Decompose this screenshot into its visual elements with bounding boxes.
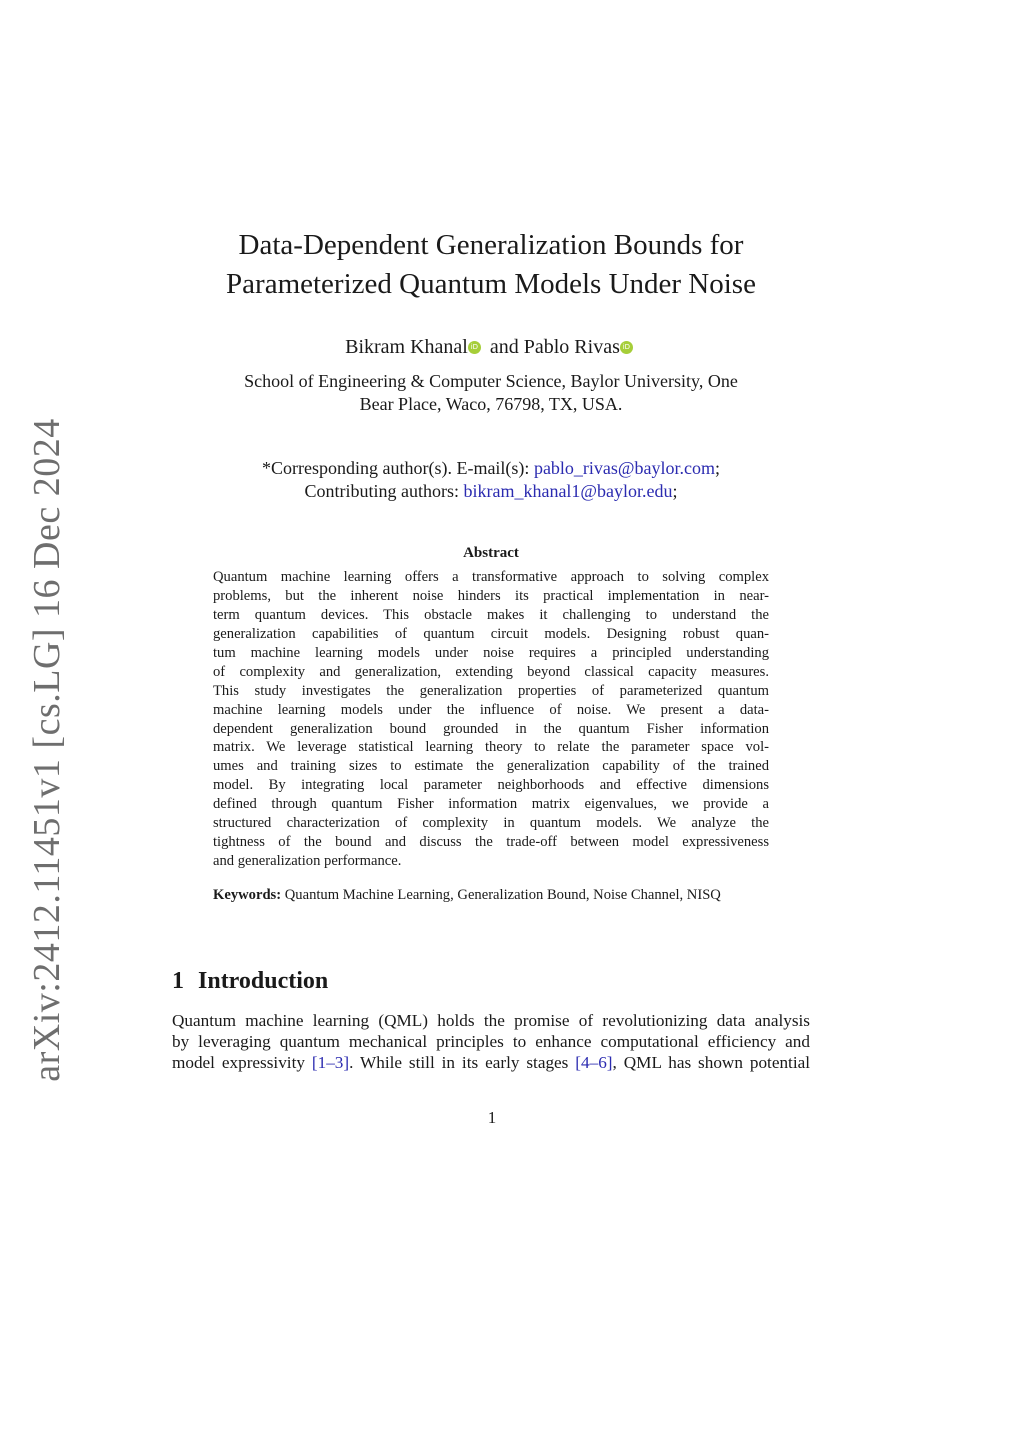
correspondence-label: *Corresponding author(s). E-mail(s):: [261, 458, 530, 478]
body-text: model expressivity: [172, 1053, 312, 1072]
keywords: [213, 886, 769, 905]
punctuation: ;: [672, 481, 678, 501]
keywords-label: Keywords:: [213, 887, 282, 903]
author-connector: and: [489, 336, 519, 358]
abstract-heading: Abstract: [463, 545, 519, 561]
paper-title: [172, 226, 810, 304]
section-heading: [172, 966, 328, 996]
correspondence-line: [172, 480, 810, 503]
correspondence: [172, 457, 810, 503]
orcid-icon[interactable]: iD: [620, 341, 633, 354]
orcid-icon[interactable]: iD: [468, 341, 481, 354]
section-title: Introduction: [198, 968, 329, 994]
affiliation: [172, 370, 810, 416]
abstract-line: problems, but the inherent noise hinders its practical implementation in near-: [213, 587, 769, 604]
keywords-text: Quantum Machine Learning, Generalization Bound, Noise Channel, NISQ: [284, 887, 721, 903]
body-line: [172, 1052, 810, 1073]
citation-link[interactable]: [1–3]: [311, 1053, 350, 1072]
abstract-line: tum machine learning models under noise requires a principled understanding: [213, 644, 769, 661]
abstract-line: of complexity and generalization, extending beyond classical capacity measures.: [213, 663, 769, 680]
correspondence-line: [172, 457, 810, 480]
abstract-body: [213, 568, 769, 871]
body-text: . While still in its early stages: [349, 1053, 576, 1072]
body-text: , QML has shown potential: [612, 1053, 810, 1072]
author-name: Bikram Khanal: [345, 336, 468, 358]
body-line: by leveraging quantum mechanical principles to enhance computational efficiency and: [172, 1032, 810, 1051]
abstract-line: matrix. We leverage statistical learning theory to relate the parameter space vol-: [213, 739, 769, 756]
affiliation-line: School of Engineering & Computer Science, Baylor University, One: [244, 371, 738, 391]
abstract-line: term quantum devices. This obstacle makes it challenging to understand the: [213, 606, 769, 623]
abstract-line: This study investigates the generalization properties of parameterized quantum: [213, 682, 769, 699]
corresponding-email-link[interactable]: pablo_rivas@baylor.com: [533, 458, 715, 478]
author-list: [172, 334, 810, 360]
section-number: 1: [172, 968, 184, 994]
title-line: Parameterized Quantum Models Under Noise: [226, 268, 756, 300]
page-number: 1: [487, 1108, 497, 1127]
abstract-line: machine learning models under the influence of noise. We present a data-: [213, 701, 769, 718]
body-line: Quantum machine learning (QML) holds the promise of revolutionizing data analysis: [172, 1011, 810, 1030]
abstract-line: and generalization performance.: [213, 853, 402, 870]
abstract-line: dependent generalization bound grounded in the quantum Fisher information: [213, 720, 769, 737]
affiliation-line: Bear Place, Waco, 76798, TX, USA.: [359, 394, 623, 414]
abstract-line: generalization capabilities of quantum circuit models. Designing robust quan-: [213, 625, 769, 642]
punctuation: ;: [714, 458, 720, 478]
abstract-line: umes and training sizes to estimate the generalization capability of the trained: [213, 758, 769, 775]
introduction-paragraph: [172, 1010, 810, 1073]
author-name: Pablo Rivas: [523, 336, 620, 358]
citation-link[interactable]: [4–6]: [575, 1053, 613, 1072]
abstract-line: Quantum machine learning offers a transformative approach to solving complex: [213, 569, 769, 585]
arxiv-identifier-stamp: arXiv:2412.11451v1 [cs.LG] 16 Dec 2024: [26, 418, 68, 1082]
abstract-line: model. By integrating local parameter neighborhoods and effective dimensions: [213, 777, 769, 794]
contributing-label: Contributing authors:: [304, 481, 459, 501]
abstract-line: tightness of the bound and discuss the trade-off between model expressiveness: [213, 834, 769, 851]
title-line: Data-Dependent Generalization Bounds for: [238, 229, 744, 261]
contributing-email-link[interactable]: bikram_khanal1@baylor.edu: [463, 481, 673, 501]
abstract-line: defined through quantum Fisher information matrix eigenvalues, we provide a: [213, 796, 769, 813]
abstract-line: structured characterization of complexity in quantum models. We analyze the: [213, 815, 769, 832]
